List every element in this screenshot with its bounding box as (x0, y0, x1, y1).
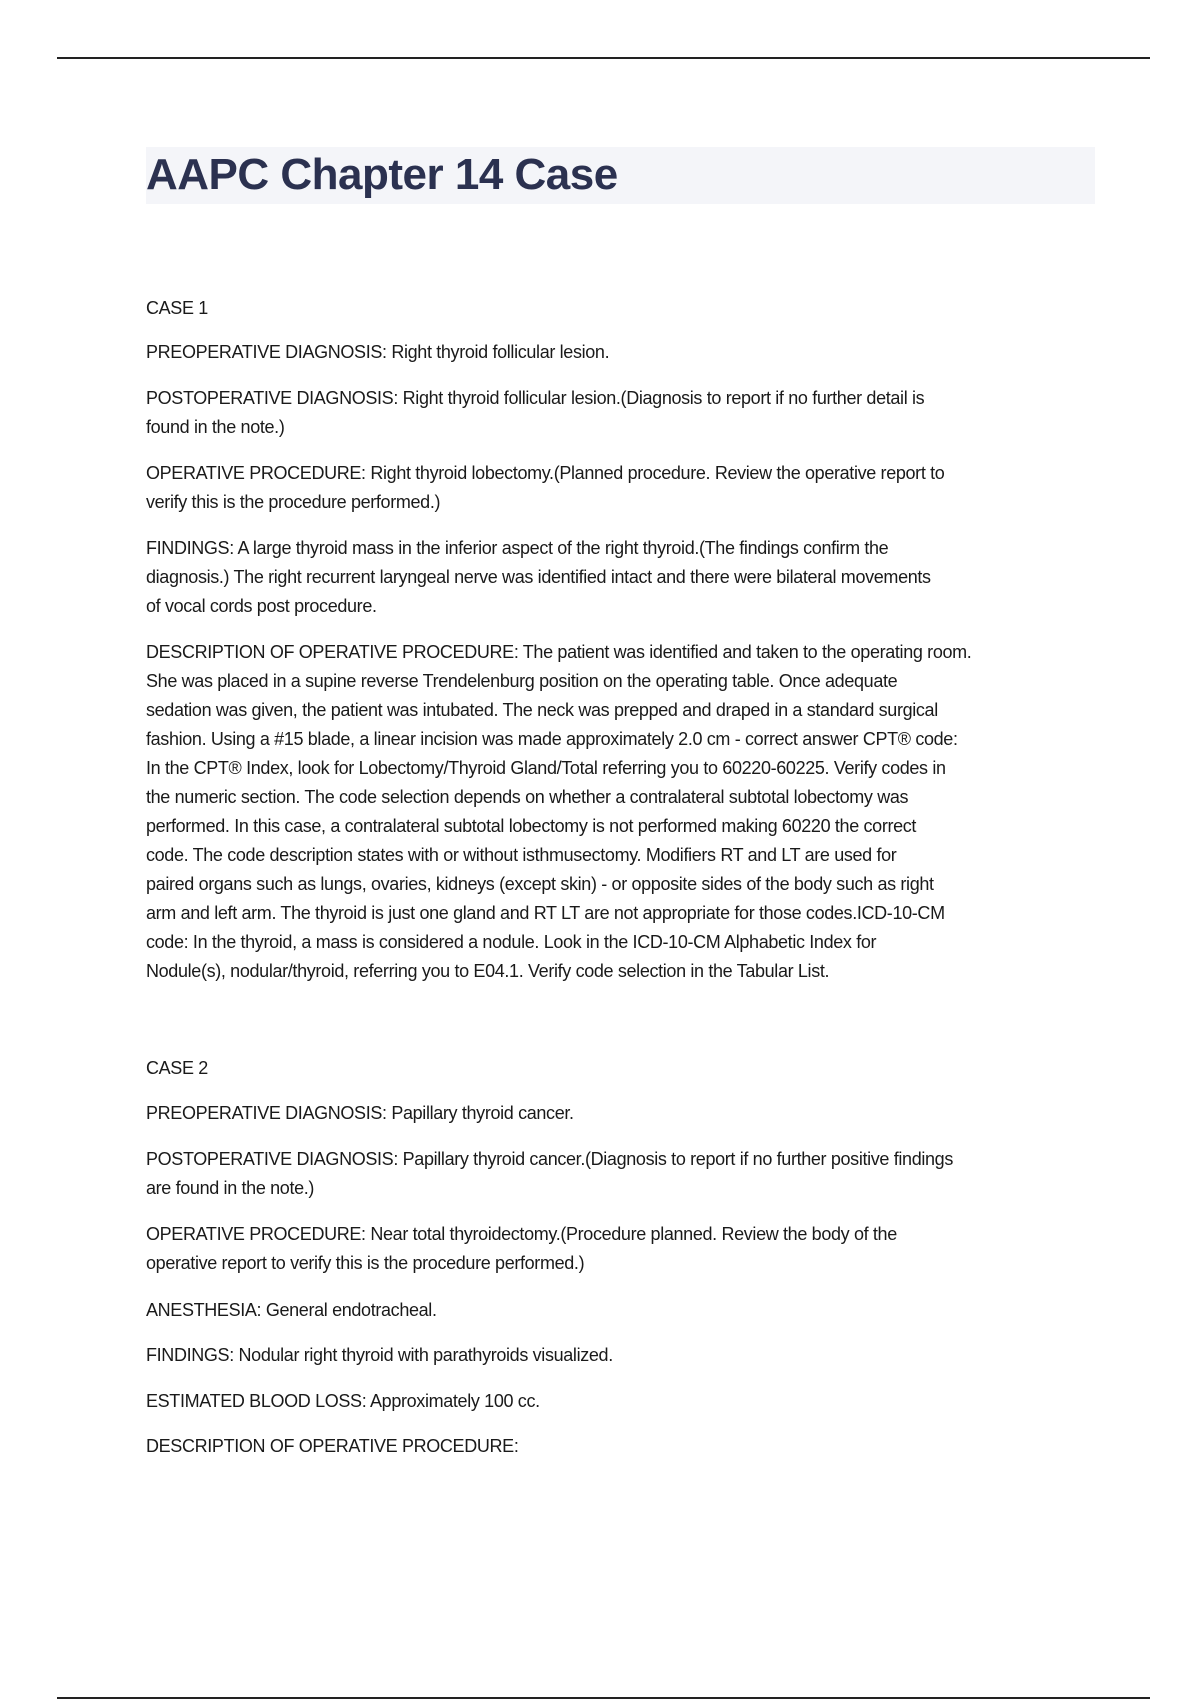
text-line: DESCRIPTION OF OPERATIVE PROCEDURE: The patient was identified and taken to the operating room. (146, 642, 972, 662)
preoperative-diagnosis (146, 338, 609, 367)
text-line: OPERATIVE PROCEDURE: Near total thyroidectomy.(Procedure planned. Review the body of the (146, 1224, 897, 1244)
text-line: sedation was given, the patient was intubated. The neck was prepped and draped in a standard surgical (146, 700, 938, 720)
text-line: ANESTHESIA: General endotracheal. (146, 1300, 437, 1320)
operative-procedure (146, 459, 944, 517)
text-line: ESTIMATED BLOOD LOSS: Approximately 100 cc. (146, 1391, 540, 1411)
preoperative-diagnosis (146, 1099, 574, 1128)
text-line: DESCRIPTION OF OPERATIVE PROCEDURE: (146, 1436, 519, 1456)
operative-description (146, 638, 971, 986)
bottom-rule (57, 1697, 1150, 1699)
text-line: performed. In this case, a contralateral subtotal lobectomy is not performed making 60220 the correct (146, 816, 917, 836)
text-line: Nodule(s), nodular/thyroid, referring you to E04.1. Verify code selection in the Tabular List. (146, 961, 830, 981)
text-line: are found in the note.) (146, 1178, 315, 1198)
postoperative-diagnosis (146, 384, 924, 442)
findings (146, 534, 931, 621)
top-rule (57, 57, 1150, 59)
text-line: paired organs such as lungs, ovaries, kidneys (except skin) - or opposite sides of the body such as right (146, 874, 934, 894)
text-line: POSTOPERATIVE DIAGNOSIS: Right thyroid follicular lesion.(Diagnosis to report if no further detail is (146, 388, 925, 408)
text-line: of vocal cords post procedure. (146, 596, 377, 616)
text-line: OPERATIVE PROCEDURE: Right thyroid lobectomy.(Planned procedure. Review the operative report to (146, 463, 945, 483)
text-line: verify this is the procedure performed.) (146, 492, 441, 512)
text-line: POSTOPERATIVE DIAGNOSIS: Papillary thyroid cancer.(Diagnosis to report if no further positive findings (146, 1149, 953, 1169)
text-line: PREOPERATIVE DIAGNOSIS: Papillary thyroid cancer. (146, 1103, 574, 1123)
text-line: the numeric section. The code selection depends on whether a contralateral subtotal lobectomy was (146, 787, 909, 807)
text-line: code: In the thyroid, a mass is considered a nodule. Look in the ICD-10-CM Alphabetic Index for (146, 932, 877, 952)
page-title: AAPC Chapter 14 Case (146, 150, 618, 199)
estimated-blood-loss (146, 1387, 540, 1416)
text-line: operative report to verify this is the procedure performed.) (146, 1253, 585, 1273)
text-line: found in the note.) (146, 417, 285, 437)
text-line: fashion. Using a #15 blade, a linear incision was made approximately 2.0 cm - correct answer CPT® code: (146, 729, 958, 749)
text-line: PREOPERATIVE DIAGNOSIS: Right thyroid follicular lesion. (146, 342, 610, 362)
anesthesia (146, 1296, 437, 1325)
text-line: FINDINGS: A large thyroid mass in the inferior aspect of the right thyroid.(The findings confirm the (146, 538, 889, 558)
operative-procedure (146, 1220, 897, 1278)
text-line: arm and left arm. The thyroid is just one gland and RT LT are not appropriate for those codes.ICD-10-CM (146, 903, 945, 923)
text-line: FINDINGS: Nodular right thyroid with parathyroids visualized. (146, 1345, 613, 1365)
text-line: In the CPT® Index, look for Lobectomy/Thyroid Gland/Total referring you to 60220-60225. Verify codes in (146, 758, 946, 778)
case-heading: CASE 1 (146, 298, 208, 318)
operative-description (146, 1432, 518, 1461)
text-line: code. The code description states with or without isthmusectomy. Modifiers RT and LT are used for (146, 845, 897, 865)
case-heading: CASE 2 (146, 1058, 208, 1078)
text-line: She was placed in a supine reverse Trendelenburg position on the operating table. Once adequate (146, 671, 898, 691)
findings (146, 1341, 613, 1370)
text-line: diagnosis.) The right recurrent laryngeal nerve was identified intact and there were bilateral movements (146, 567, 931, 587)
postoperative-diagnosis (146, 1145, 953, 1203)
